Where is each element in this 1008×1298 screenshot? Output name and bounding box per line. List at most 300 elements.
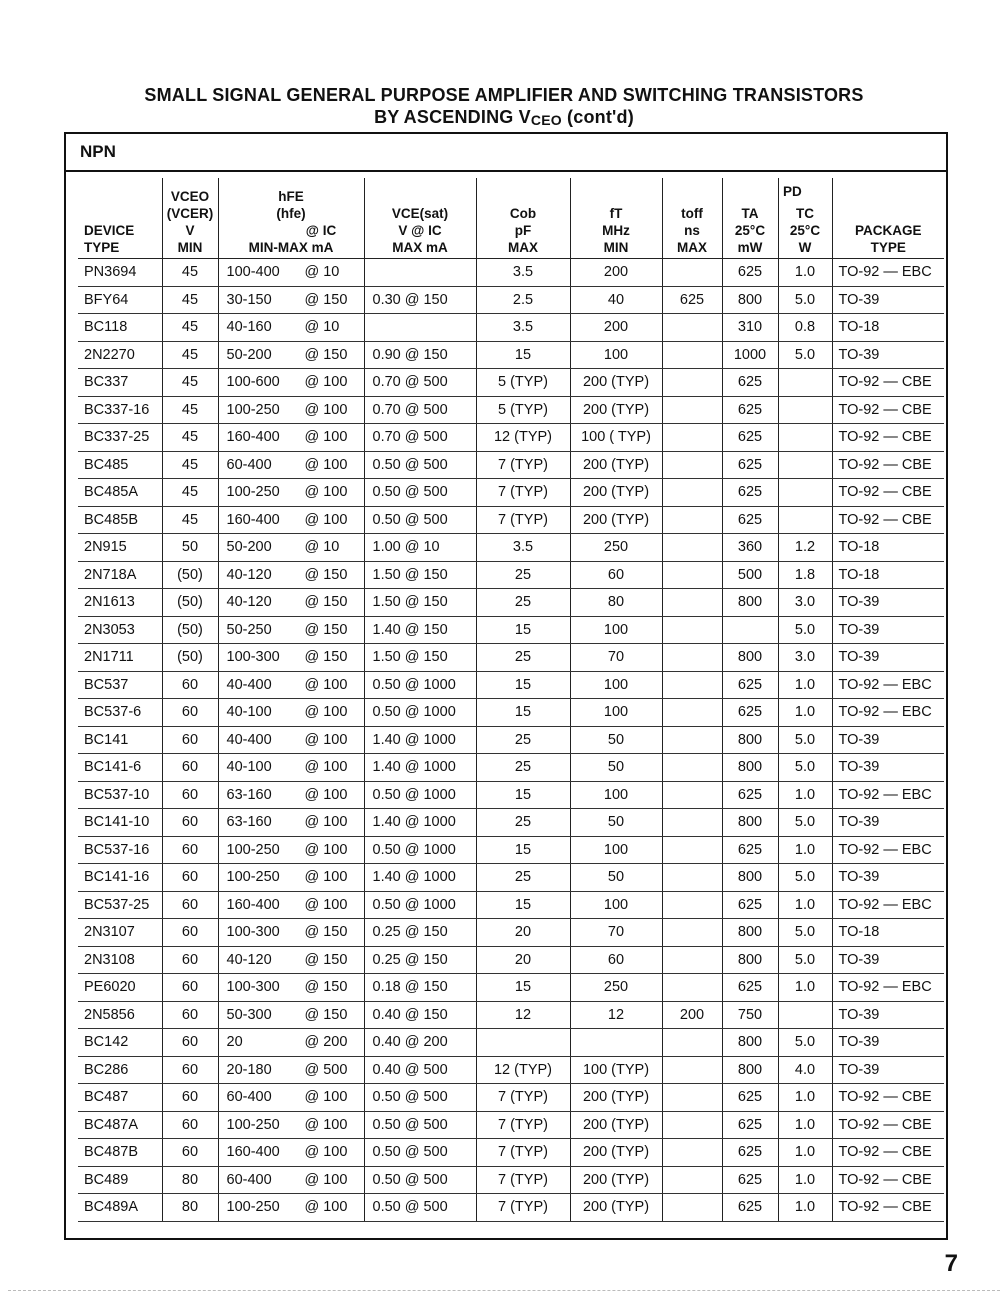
title-line-1: SMALL SIGNAL GENERAL PURPOSE AMPLIFIER AND SWITCHING TRANSISTORS (144, 85, 864, 105)
cob-cell: 7 (TYP) (476, 451, 570, 479)
cob-cell: 15 (476, 891, 570, 919)
hfe-cell (218, 1166, 364, 1194)
device-cell: 2N1711 (78, 644, 162, 672)
tc-cell: 5.0 (778, 946, 832, 974)
hfe-ic: @ 100 (304, 1171, 348, 1188)
vceo-cell: 45 (162, 369, 218, 397)
device-cell: BC487B (78, 1139, 162, 1167)
ft-cell: 200 (TYP) (570, 369, 662, 397)
hfe-cell (218, 974, 364, 1002)
header-row (78, 178, 944, 259)
vceo-cell: 60 (162, 1139, 218, 1167)
ft-cell: 250 (570, 974, 662, 1002)
vcesat-cell: 1.40 @ 1000 (364, 726, 476, 754)
header-toff: toff ns MAX (662, 178, 722, 259)
tc-cell: 1.0 (778, 671, 832, 699)
cob-cell: 3.5 (476, 259, 570, 287)
hfe-ic: @ 100 (304, 759, 348, 776)
toff-cell (662, 589, 722, 617)
hfe-range: 160-400 (226, 429, 280, 446)
ta-cell: 500 (722, 561, 778, 589)
toff-cell (662, 671, 722, 699)
tc-cell: 5.0 (778, 616, 832, 644)
toff-cell (662, 396, 722, 424)
ta-cell: 800 (722, 919, 778, 947)
vcesat-cell: 1.40 @ 1000 (364, 864, 476, 892)
tc-cell: 1.0 (778, 259, 832, 287)
toff-cell (662, 754, 722, 782)
hfe-cell (218, 891, 364, 919)
package-cell: TO-18 (832, 919, 944, 947)
ta-cell: 625 (722, 424, 778, 452)
ft-cell (570, 1029, 662, 1057)
cob-cell: 7 (TYP) (476, 506, 570, 534)
table-row (78, 919, 944, 947)
hfe-cell (218, 1111, 364, 1139)
hfe-ic: @ 150 (304, 979, 348, 996)
vceo-cell: 60 (162, 809, 218, 837)
device-cell: 2N3053 (78, 616, 162, 644)
hfe-cell (218, 341, 364, 369)
hfe-ic: @ 150 (304, 621, 348, 638)
vceo-cell: 80 (162, 1194, 218, 1222)
vceo-cell: 60 (162, 754, 218, 782)
cob-cell: 2.5 (476, 286, 570, 314)
hfe-cell (218, 809, 364, 837)
ft-cell: 200 (TYP) (570, 479, 662, 507)
hfe-ic: @ 100 (304, 731, 348, 748)
device-cell: BC489A (78, 1194, 162, 1222)
table-row (78, 726, 944, 754)
hfe-ic: @ 100 (304, 1116, 348, 1133)
ta-cell: 800 (722, 589, 778, 617)
hfe-ic: @ 100 (304, 374, 348, 391)
device-cell: BC142 (78, 1029, 162, 1057)
hfe-ic: @ 100 (304, 1144, 348, 1161)
device-cell: BC141 (78, 726, 162, 754)
package-cell: TO-92 — EBC (832, 781, 944, 809)
hfe-ic: @ 100 (304, 869, 348, 886)
hfe-range: 63-160 (226, 814, 272, 831)
toff-cell (662, 726, 722, 754)
hfe-cell (218, 1056, 364, 1084)
ft-cell: 200 (TYP) (570, 1194, 662, 1222)
toff-cell (662, 946, 722, 974)
table-row (78, 1056, 944, 1084)
ft-cell: 200 (TYP) (570, 1139, 662, 1167)
package-cell: TO-39 (832, 809, 944, 837)
cob-cell: 15 (476, 699, 570, 727)
title-line-2-suffix: (cont'd) (561, 107, 634, 127)
hfe-ic: @ 100 (304, 401, 348, 418)
section-label: NPN (80, 142, 116, 161)
package-cell: TO-92 — EBC (832, 891, 944, 919)
ft-cell: 80 (570, 589, 662, 617)
table-row (78, 836, 944, 864)
table-row (78, 616, 944, 644)
hfe-range: 40-400 (226, 731, 272, 748)
table-row (78, 424, 944, 452)
cob-cell: 7 (TYP) (476, 1166, 570, 1194)
hfe-cell (218, 754, 364, 782)
ta-cell: 625 (722, 974, 778, 1002)
vceo-cell: 45 (162, 259, 218, 287)
table-row (78, 1001, 944, 1029)
vcesat-cell: 0.70 @ 500 (364, 424, 476, 452)
toff-cell: 625 (662, 286, 722, 314)
device-cell: BC487 (78, 1084, 162, 1112)
vcesat-cell: 1.50 @ 150 (364, 644, 476, 672)
vceo-cell: 45 (162, 286, 218, 314)
toff-cell (662, 424, 722, 452)
hfe-cell (218, 1194, 364, 1222)
header-device: DEVICE TYPE (78, 178, 162, 259)
hfe-range: 50-300 (226, 1006, 272, 1023)
hfe-ic: @ 150 (304, 924, 348, 941)
table-row (78, 864, 944, 892)
hfe-cell (218, 506, 364, 534)
hfe-range: 50-250 (226, 621, 272, 638)
ft-cell: 100 (570, 671, 662, 699)
tc-cell (778, 1001, 832, 1029)
tc-cell: 5.0 (778, 919, 832, 947)
vcesat-cell: 0.50 @ 1000 (364, 671, 476, 699)
vcesat-cell: 0.40 @ 500 (364, 1056, 476, 1084)
cob-cell: 7 (TYP) (476, 1111, 570, 1139)
vceo-cell: 60 (162, 699, 218, 727)
vcesat-cell: 1.50 @ 150 (364, 561, 476, 589)
vcesat-cell: 0.50 @ 500 (364, 1194, 476, 1222)
toff-cell (662, 781, 722, 809)
table-row (78, 286, 944, 314)
vcesat-cell: 0.70 @ 500 (364, 369, 476, 397)
device-cell: PN3694 (78, 259, 162, 287)
ft-cell: 70 (570, 644, 662, 672)
vceo-cell: 45 (162, 424, 218, 452)
hfe-cell (218, 919, 364, 947)
tc-cell: 1.0 (778, 836, 832, 864)
vceo-cell: (50) (162, 616, 218, 644)
header-tc: TC 25°C W (778, 178, 832, 259)
device-cell: BC485A (78, 479, 162, 507)
hfe-cell (218, 781, 364, 809)
toff-cell (662, 369, 722, 397)
ft-cell: 200 (TYP) (570, 1111, 662, 1139)
hfe-cell (218, 396, 364, 424)
table-row (78, 506, 944, 534)
ta-cell: 625 (722, 369, 778, 397)
cob-cell: 15 (476, 781, 570, 809)
package-cell: TO-39 (832, 341, 944, 369)
hfe-range: 40-100 (226, 759, 272, 776)
package-cell: TO-39 (832, 644, 944, 672)
table-row (78, 534, 944, 562)
ta-cell: 800 (722, 864, 778, 892)
package-cell: TO-92 — CBE (832, 1084, 944, 1112)
vcesat-cell: 0.50 @ 500 (364, 451, 476, 479)
ft-cell: 100 (570, 836, 662, 864)
page-number: 7 (944, 1250, 958, 1277)
hfe-ic: @ 100 (304, 1199, 348, 1216)
toff-cell (662, 1029, 722, 1057)
hfe-cell (218, 286, 364, 314)
toff-cell: 200 (662, 1001, 722, 1029)
vceo-cell: (50) (162, 561, 218, 589)
hfe-cell (218, 836, 364, 864)
tc-cell: 1.0 (778, 781, 832, 809)
table-row (78, 781, 944, 809)
ta-cell: 800 (722, 946, 778, 974)
vceo-cell: (50) (162, 644, 218, 672)
ft-cell: 100 (570, 781, 662, 809)
package-cell: TO-39 (832, 286, 944, 314)
hfe-range: 100-400 (226, 264, 280, 281)
toff-cell (662, 451, 722, 479)
ta-cell: 800 (722, 1029, 778, 1057)
package-cell: TO-18 (832, 561, 944, 589)
cob-cell: 12 (476, 1001, 570, 1029)
vcesat-cell: 0.50 @ 1000 (364, 836, 476, 864)
cob-cell: 25 (476, 589, 570, 617)
hfe-cell (218, 561, 364, 589)
vcesat-cell: 0.50 @ 500 (364, 1084, 476, 1112)
device-cell: 2N718A (78, 561, 162, 589)
cob-cell: 7 (TYP) (476, 1084, 570, 1112)
package-cell: TO-92 — EBC (832, 671, 944, 699)
tc-cell: 1.0 (778, 1194, 832, 1222)
hfe-range: 40-120 (226, 951, 272, 968)
hfe-cell (218, 259, 364, 287)
ta-cell: 625 (722, 1111, 778, 1139)
ta-cell: 625 (722, 479, 778, 507)
ft-cell: 70 (570, 919, 662, 947)
toff-cell (662, 864, 722, 892)
hfe-ic: @ 200 (304, 1034, 348, 1051)
cob-cell: 15 (476, 341, 570, 369)
vceo-cell: 60 (162, 864, 218, 892)
ta-cell: 625 (722, 1139, 778, 1167)
header-ft: fT MHz MIN (570, 178, 662, 259)
tc-cell: 5.0 (778, 864, 832, 892)
hfe-range: 160-400 (226, 896, 280, 913)
table-row (78, 589, 944, 617)
vcesat-cell: 0.50 @ 500 (364, 1111, 476, 1139)
vcesat-cell: 1.40 @ 1000 (364, 809, 476, 837)
hfe-range: 40-400 (226, 676, 272, 693)
vceo-cell: 80 (162, 1166, 218, 1194)
toff-cell (662, 919, 722, 947)
vcesat-cell: 0.50 @ 1000 (364, 699, 476, 727)
device-cell: BC286 (78, 1056, 162, 1084)
table-row (78, 946, 944, 974)
table-row (78, 451, 944, 479)
hfe-ic: @ 10 (304, 539, 340, 556)
hfe-range: 160-400 (226, 1144, 280, 1161)
ta-cell: 625 (722, 451, 778, 479)
cob-cell: 25 (476, 644, 570, 672)
hfe-ic: @ 100 (304, 1089, 348, 1106)
vcesat-cell: 0.50 @ 500 (364, 1139, 476, 1167)
vceo-cell: 60 (162, 726, 218, 754)
hfe-range: 100-300 (226, 979, 280, 996)
tc-cell: 3.0 (778, 644, 832, 672)
toff-cell (662, 506, 722, 534)
ft-cell: 100 (TYP) (570, 1056, 662, 1084)
ft-cell: 60 (570, 561, 662, 589)
ta-cell: 360 (722, 534, 778, 562)
ta-cell: 800 (722, 809, 778, 837)
device-cell: 2N1613 (78, 589, 162, 617)
hfe-range: 40-160 (226, 319, 272, 336)
hfe-cell (218, 864, 364, 892)
table-row (78, 561, 944, 589)
device-cell: 2N2270 (78, 341, 162, 369)
hfe-range: 100-250 (226, 869, 280, 886)
hfe-range: 100-300 (226, 924, 280, 941)
ta-cell: 1000 (722, 341, 778, 369)
hfe-range: 100-600 (226, 374, 280, 391)
ta-cell: 625 (722, 259, 778, 287)
toff-cell (662, 644, 722, 672)
ft-cell: 50 (570, 809, 662, 837)
tc-cell: 5.0 (778, 726, 832, 754)
cob-cell (476, 1029, 570, 1057)
package-cell: TO-92 — CBE (832, 396, 944, 424)
hfe-cell (218, 479, 364, 507)
hfe-cell (218, 946, 364, 974)
hfe-cell (218, 589, 364, 617)
vceo-cell: 60 (162, 1084, 218, 1112)
cob-cell: 7 (TYP) (476, 1139, 570, 1167)
hfe-ic: @ 150 (304, 649, 348, 666)
vcesat-cell: 0.30 @ 150 (364, 286, 476, 314)
ta-cell: 625 (722, 1194, 778, 1222)
vceo-cell: 60 (162, 781, 218, 809)
toff-cell (662, 341, 722, 369)
tc-cell: 0.8 (778, 314, 832, 342)
vcesat-cell: 0.25 @ 150 (364, 919, 476, 947)
toff-cell (662, 1084, 722, 1112)
tc-cell (778, 396, 832, 424)
table-row (78, 671, 944, 699)
vceo-cell: 60 (162, 1001, 218, 1029)
ft-cell: 250 (570, 534, 662, 562)
hfe-cell (218, 534, 364, 562)
table-row (78, 1166, 944, 1194)
toff-cell (662, 809, 722, 837)
tc-cell (778, 369, 832, 397)
ta-cell: 625 (722, 836, 778, 864)
table-row (78, 891, 944, 919)
cob-cell: 25 (476, 864, 570, 892)
hfe-cell (218, 699, 364, 727)
tc-cell (778, 506, 832, 534)
ft-cell: 200 (570, 259, 662, 287)
hfe-cell (218, 616, 364, 644)
device-cell: BC487A (78, 1111, 162, 1139)
hfe-ic: @ 100 (304, 841, 348, 858)
hfe-cell (218, 424, 364, 452)
hfe-cell (218, 1029, 364, 1057)
vceo-cell: 60 (162, 891, 218, 919)
vcesat-cell: 0.40 @ 150 (364, 1001, 476, 1029)
tc-cell: 1.0 (778, 699, 832, 727)
ft-cell: 50 (570, 726, 662, 754)
hfe-range: 60-400 (226, 456, 272, 473)
cob-cell: 25 (476, 561, 570, 589)
device-cell: BC337-16 (78, 396, 162, 424)
hfe-cell (218, 671, 364, 699)
toff-cell (662, 534, 722, 562)
hfe-ic: @ 150 (304, 346, 348, 363)
tc-cell: 1.0 (778, 891, 832, 919)
header-cob: Cob pF MAX (476, 178, 570, 259)
package-cell: TO-92 — EBC (832, 836, 944, 864)
ft-cell: 100 (570, 616, 662, 644)
table-row (78, 1111, 944, 1139)
ta-cell: 625 (722, 1084, 778, 1112)
cob-cell: 7 (TYP) (476, 479, 570, 507)
hfe-range: 50-200 (226, 539, 272, 556)
ta-cell: 750 (722, 1001, 778, 1029)
tc-cell: 3.0 (778, 589, 832, 617)
table-row (78, 1194, 944, 1222)
ta-cell: 625 (722, 891, 778, 919)
vceo-cell: 60 (162, 671, 218, 699)
hfe-range: 30-150 (226, 291, 272, 308)
package-cell: TO-92 — EBC (832, 259, 944, 287)
header-ta: TA 25°C mW (722, 178, 778, 259)
section-bar (66, 134, 946, 172)
table-frame (64, 132, 948, 1240)
ft-cell: 200 (570, 314, 662, 342)
package-cell: TO-18 (832, 314, 944, 342)
hfe-range: 60-400 (226, 1089, 272, 1106)
vcesat-cell: 0.50 @ 500 (364, 506, 476, 534)
vcesat-cell: 0.50 @ 500 (364, 1166, 476, 1194)
hfe-range: 20-180 (226, 1061, 272, 1078)
vcesat-cell: 1.40 @ 150 (364, 616, 476, 644)
device-cell: BC118 (78, 314, 162, 342)
package-cell: TO-39 (832, 946, 944, 974)
package-cell: TO-92 — CBE (832, 369, 944, 397)
ft-cell: 60 (570, 946, 662, 974)
hfe-ic: @ 100 (304, 814, 348, 831)
package-cell: TO-92 — CBE (832, 479, 944, 507)
tc-cell: 5.0 (778, 341, 832, 369)
device-cell: BC337-25 (78, 424, 162, 452)
ft-cell: 200 (TYP) (570, 1084, 662, 1112)
tc-cell: 5.0 (778, 809, 832, 837)
transistor-table (78, 178, 944, 1222)
vceo-cell: 60 (162, 919, 218, 947)
vcesat-cell: 0.50 @ 1000 (364, 781, 476, 809)
device-cell: BC141-6 (78, 754, 162, 782)
hfe-ic: @ 150 (304, 951, 348, 968)
hfe-ic: @ 100 (304, 511, 348, 528)
cob-cell: 15 (476, 671, 570, 699)
table-row (78, 1084, 944, 1112)
ft-cell: 50 (570, 864, 662, 892)
ft-cell: 200 (TYP) (570, 1166, 662, 1194)
package-cell: TO-39 (832, 754, 944, 782)
table-row (78, 699, 944, 727)
vcesat-cell: 1.50 @ 150 (364, 589, 476, 617)
device-cell: BC537-25 (78, 891, 162, 919)
vcesat-cell: 0.50 @ 500 (364, 479, 476, 507)
package-cell: TO-92 — CBE (832, 1194, 944, 1222)
ta-cell: 625 (722, 506, 778, 534)
